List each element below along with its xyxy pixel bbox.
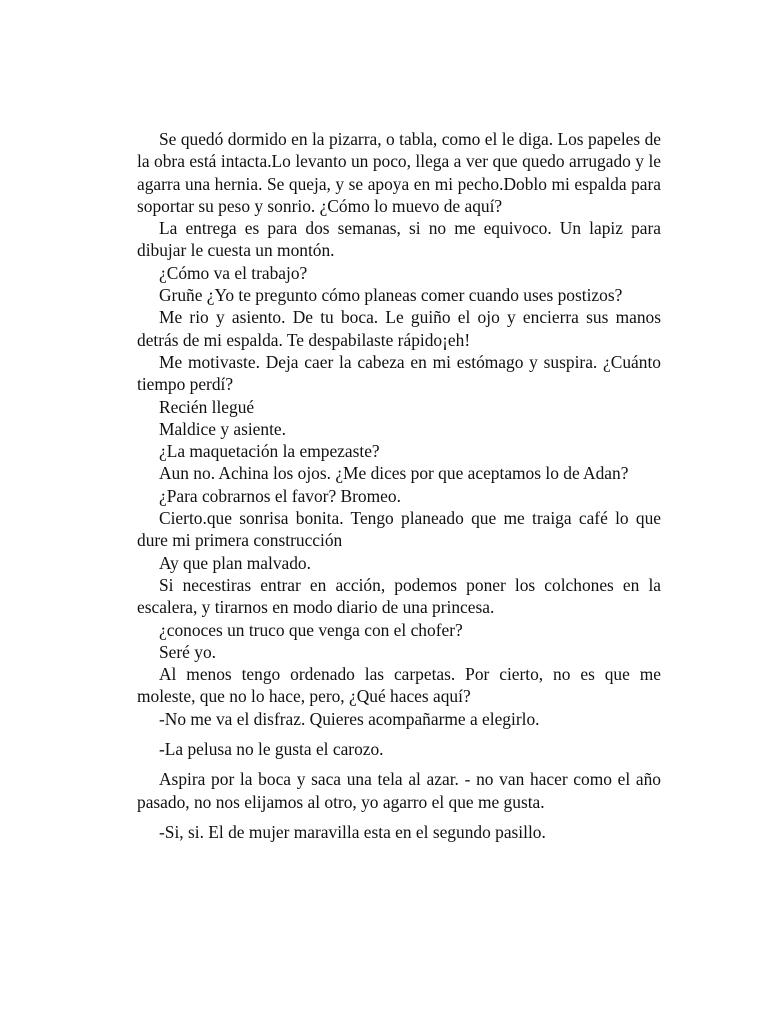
paragraph-3: ¿Cómo va el trabajo? (159, 262, 308, 283)
paragraph-1: Se quedó dormido en la pizarra, o tabla, como el le diga. Los papeles de la obra está intacta.Lo levanto un poco, llega a ver que quedo arrugado y le agarra una hernia. Se queja, y se apoya en mi pecho.Doblo mi espalda para soportar su peso y sonrio. ¿Cómo lo muevo de aquí? (137, 129, 661, 216)
paragraph-21: -Si, si. El de mujer maravilla esta en el segundo pasillo. (159, 821, 546, 842)
paragraph-4: Gruñe ¿Yo te pregunto cómo planeas comer cuando uses postizos? (159, 285, 623, 306)
paragraph-14: Si necestiras entrar en acción, podemos poner los colchones en la escalera, y tirarnos en modo diario de una princesa. (137, 574, 661, 618)
paragraph-12: Cierto.que sonrisa bonita. Tengo planeado que me traiga café lo que dure mi primera construcción (137, 508, 661, 551)
paragraph-15: ¿conoces un truco que venga con el chofer? (159, 619, 463, 640)
paragraph-10: Aun no. Achina los ojos. ¿Me dices por que aceptamos lo de Adan? (159, 463, 629, 484)
paragraph-16: Seré yo. (159, 641, 216, 662)
paragraph-18: -No me va el disfraz. Quieres acompañarme a elegirlo. (159, 708, 540, 729)
paragraph-8: Maldice y asiente. (159, 418, 286, 439)
paragraph-13: Ay que plan malvado. (159, 552, 311, 573)
paragraph-20: Aspira por la boca y saca una tela al azar. - no van hacer como el año pasado, no nos elijamos al otro, yo agarro el que me gusta. (137, 769, 661, 812)
paragraph-9: ¿La maquetación la empezaste? (159, 441, 380, 462)
paragraph-2: La entrega es para dos semanas, si no me equivoco. Un lapiz para dibujar le cuesta un montón. (137, 218, 661, 261)
paragraph-7: Recién llegué (159, 396, 255, 417)
paragraph-17: Al menos tengo ordenado las carpetas. Por cierto, no es que me moleste, que no lo hace, pero, ¿Qué haces aquí? (137, 664, 661, 707)
document-page (137, 128, 661, 843)
paragraph-19: -La pelusa no le gusta el carozo. (159, 739, 384, 760)
paragraph-5: Me rio y asiento. De tu boca. Le guiño el ojo y encierra sus manos detrás de mi espalda. Te despabilaste rápido¡eh! (137, 307, 661, 350)
paragraph-11: ¿Para cobrarnos el favor? Bromeo. (159, 485, 401, 506)
paragraph-6: Me motivaste. Deja caer la cabeza en mi estómago y suspira. ¿Cuánto tiempo perdí? (137, 351, 661, 395)
